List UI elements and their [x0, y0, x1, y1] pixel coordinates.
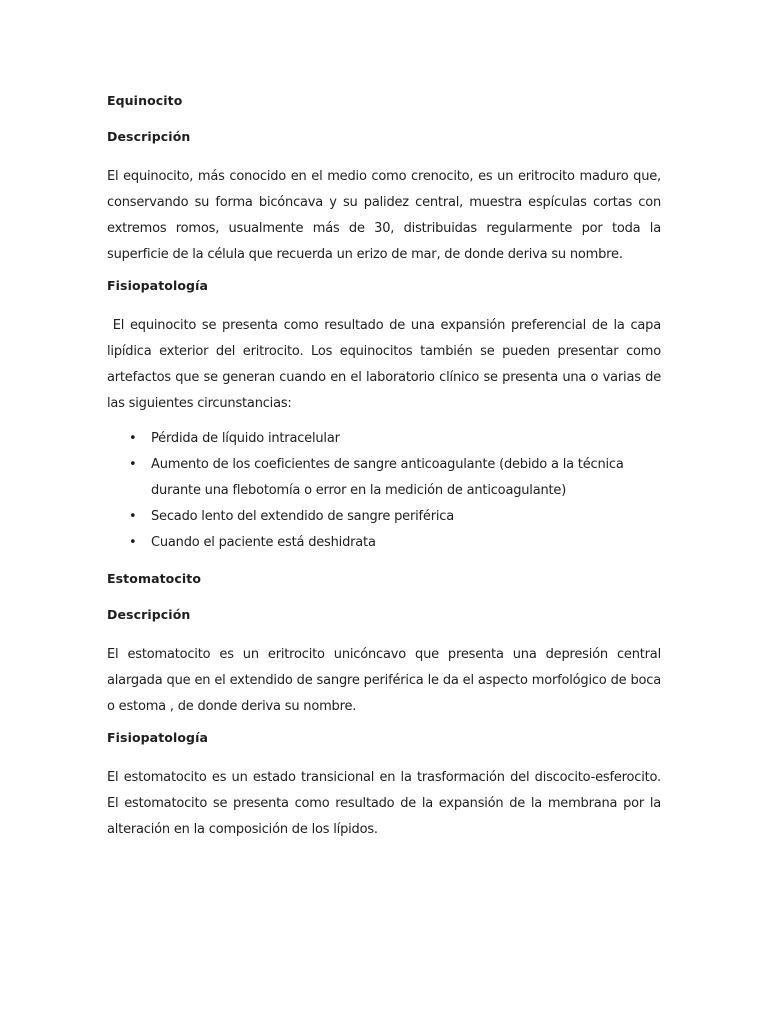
heading-descripcion-equinocito: Descripción	[107, 129, 191, 144]
section-title-equinocito: Equinocito	[107, 93, 183, 108]
list-item	[107, 504, 661, 530]
paragraph-fisiopatologia-equinocito: El equinocito se presenta como resultado de una expansión preferencial de la capa lipídica exterior del eritrocito. Los equinocitos también se pueden presentar como artefactos que se generan cuando en el laboratorio clínico se presenta una o varias de las siguientes circunstancias:	[107, 318, 665, 411]
list-item-text: Aumento de los coeficientes de sangre anticoagulante (debido a la técnica durante una flebotomía o error en la medición de anticoagulante)	[151, 457, 624, 498]
bullet-icon: •	[129, 457, 137, 472]
paragraph-fisiopatologia-estomatocito: El estomatocito es un estado transicional en la trasformación del discocito-esferocito. El estomatocito se presenta como resultado de la expansión de la membrana por la alteración en la composición de los lípidos.	[107, 770, 661, 837]
list-item	[107, 426, 661, 452]
section-title-estomatocito: Estomatocito	[107, 571, 202, 586]
paragraph-descripcion-equinocito: El equinocito, más conocido en el medio como crenocito, es un eritrocito maduro que, conservando su forma bicóncava y su palidez central, muestra espículas cortas con extremos romos, usualmente más de 30, distribuidas regularmente por toda la superficie de la célula que recuerda un erizo de mar, de donde deriva su nombre.	[107, 169, 661, 262]
paragraph-descripcion-estomatocito: El estomatocito es un eritrocito unicóncavo que presenta una depresión central alargada que en el extendido de sangre periférica le da el aspecto morfológico de boca o estoma , de donde deriva su nombre.	[107, 647, 661, 714]
list-item	[107, 530, 661, 556]
bullet-icon: •	[129, 431, 137, 446]
bullet-icon: •	[129, 509, 137, 524]
heading-fisiopatologia-estomatocito: Fisiopatología	[107, 730, 209, 745]
list-item-text: Secado lento del extendido de sangre periférica	[151, 509, 454, 524]
document-page	[107, 92, 665, 852]
list-item	[107, 452, 661, 504]
heading-descripcion-estomatocito: Descripción	[107, 607, 191, 622]
list-item-text: Cuando el paciente está deshidrata	[151, 535, 376, 550]
bullet-list-circunstancias	[107, 426, 661, 556]
heading-fisiopatologia-equinocito: Fisiopatología	[107, 278, 209, 293]
bullet-icon: •	[129, 535, 137, 550]
list-item-text: Pérdida de líquido intracelular	[151, 431, 340, 446]
